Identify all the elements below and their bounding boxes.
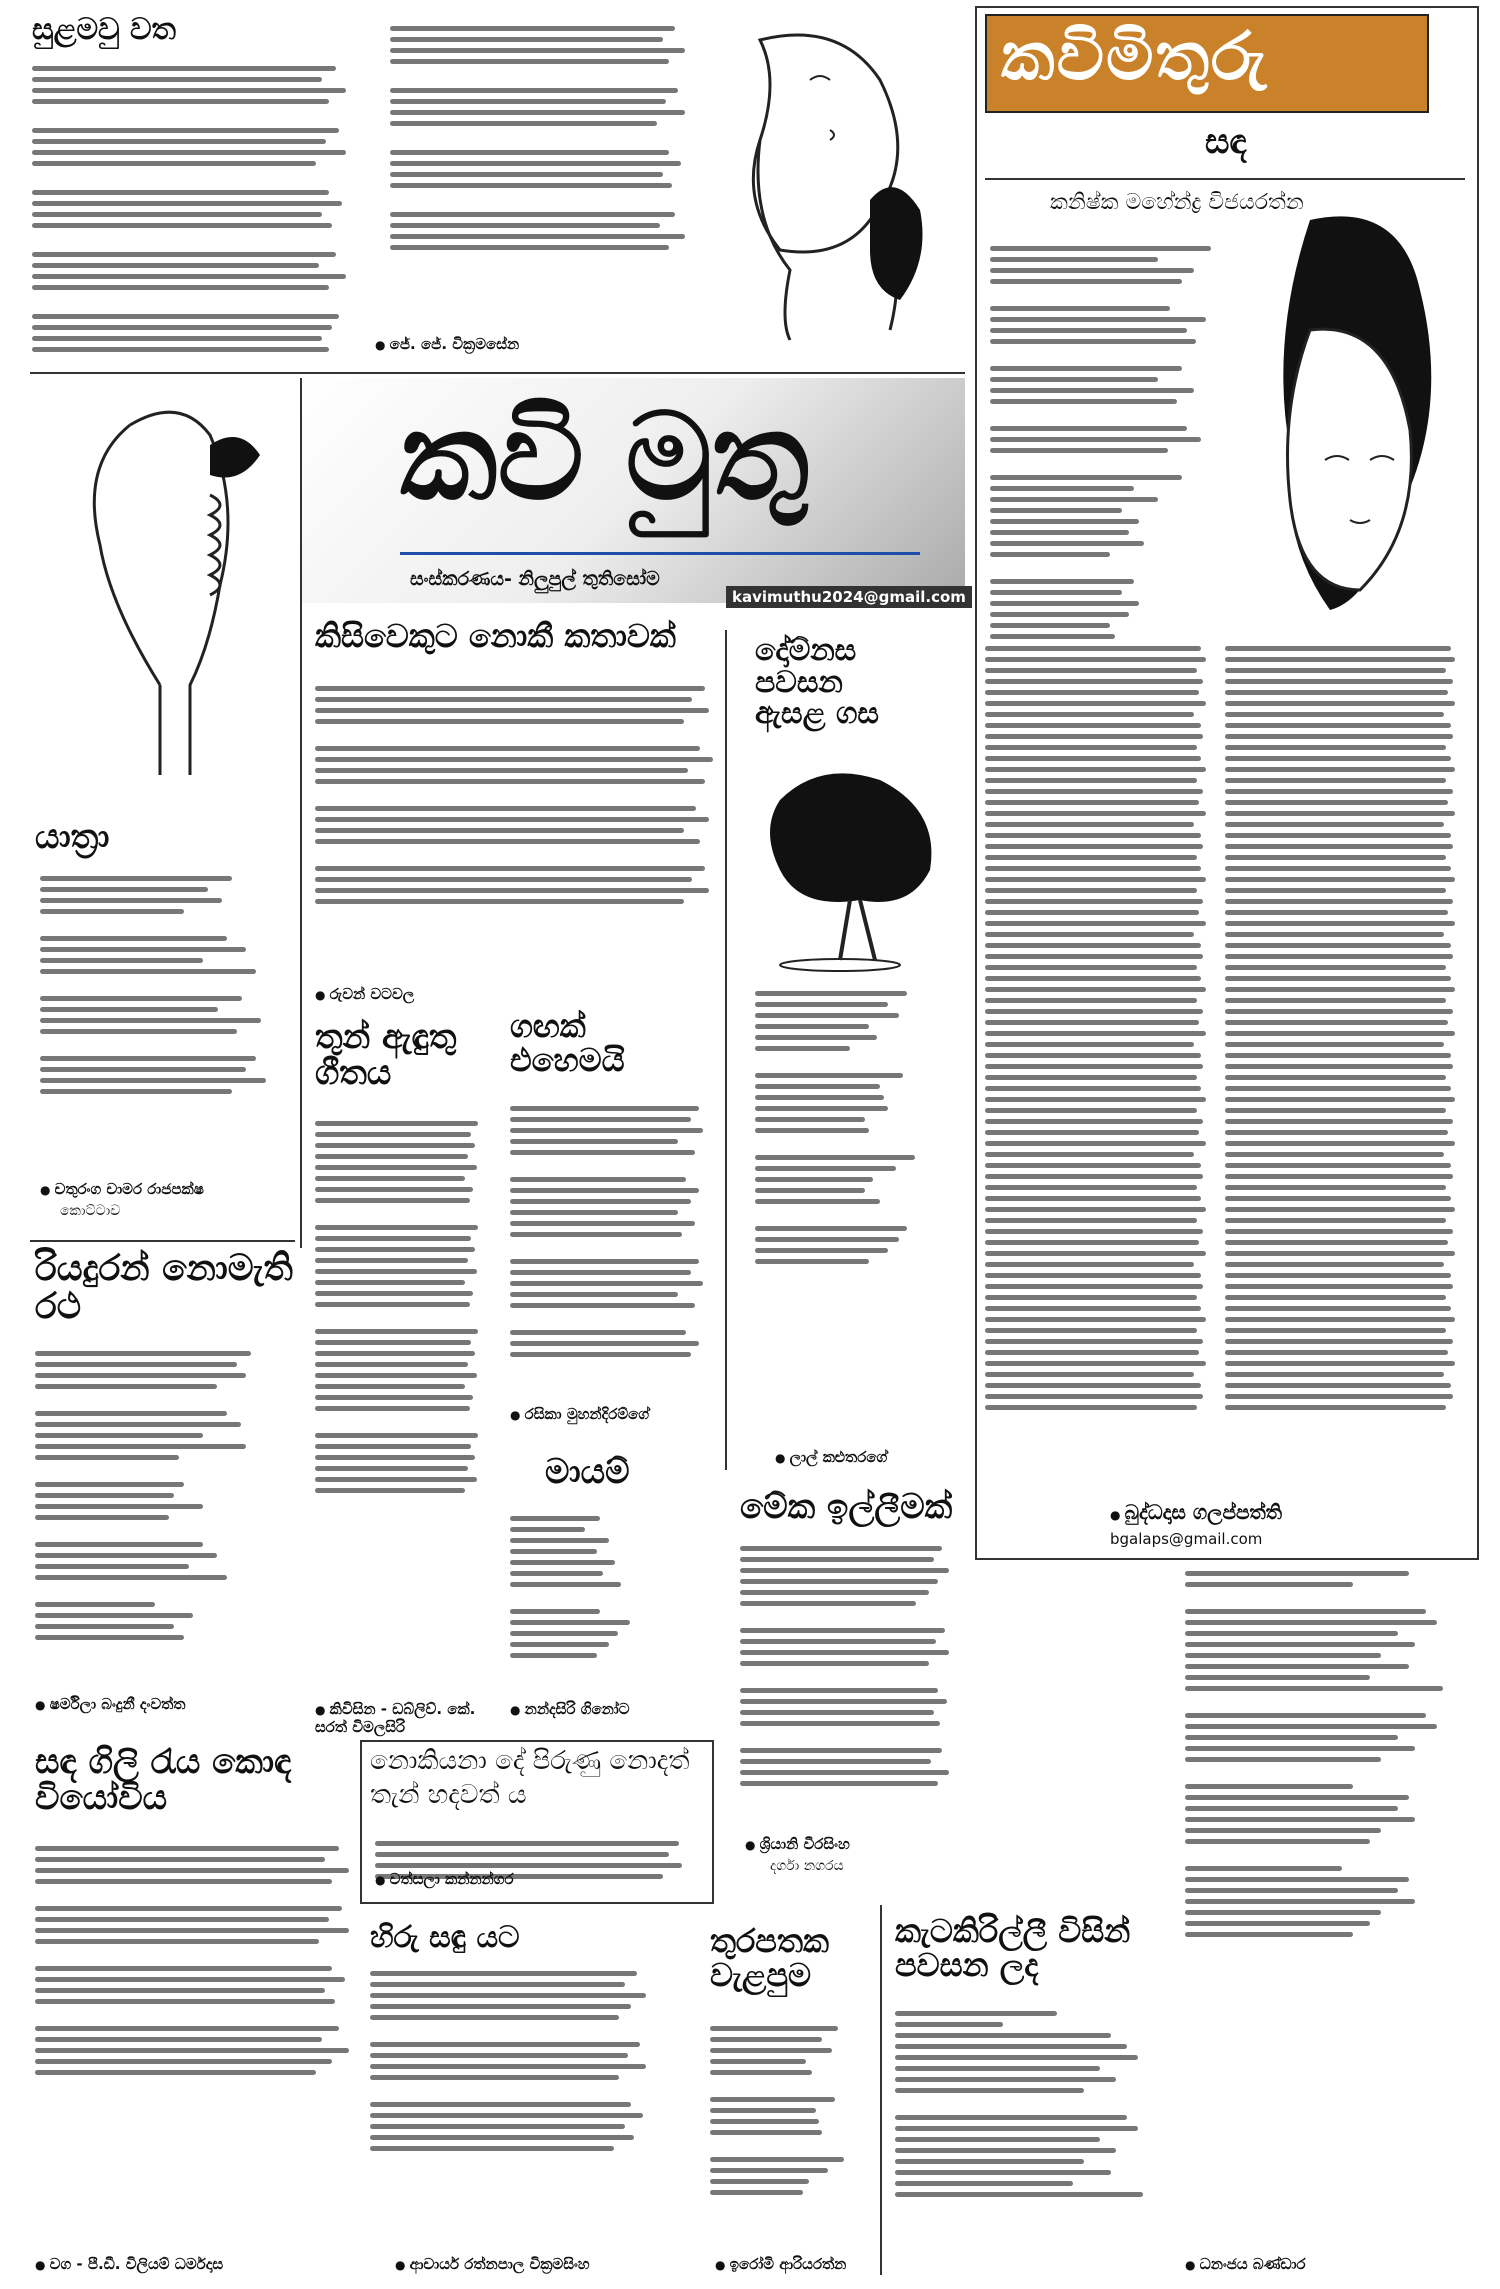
poem-title: දෝම්නස පවසන ඇසළ ගස: [755, 633, 879, 731]
poem-place: කොට්ටාව: [60, 1203, 121, 1219]
feature-title: සඳ: [1205, 122, 1247, 162]
poem-author: ● ෂර්මිලා බංදුනී දංවත්ත: [35, 1695, 185, 1713]
poem-author: ● ලාල් කළුතරගේ: [775, 1448, 887, 1466]
poem-body: [895, 2005, 1165, 2203]
poem-place: දර්ගා නගරය: [770, 1858, 844, 1874]
poem-author: ● ආචාර්ය රත්නපාල වික්‍රමසිංහ: [395, 2255, 590, 2273]
poem-title: සුළමවු වත: [32, 12, 176, 47]
face-illustration: [1250, 210, 1460, 630]
poem-body-2: [1185, 1565, 1465, 1943]
masthead-title: කවි මුතු: [400, 388, 810, 527]
poem-body: [370, 1965, 660, 2157]
feature-author-heading: කනිෂ්ක මහේන්ද්‍ර විජයරත්න: [1050, 190, 1304, 215]
poem-author: ● රසිකා මුහන්දිරම්ගේ: [510, 1405, 649, 1423]
poem-body: [315, 680, 725, 910]
editor-line: සංස්කරණය- නිලුපුල් තුතිසෝම: [410, 568, 660, 590]
poem-author: ● වත්සලා කන්නන්ගර: [375, 1870, 514, 1888]
poem-title: කැටකිරිල්ලී විසින් පවසන ලද: [895, 1912, 1131, 1984]
kavimithura-banner: [985, 14, 1429, 113]
figure-illustration: [40, 385, 300, 795]
poem-author: ● ශ්‍රියානි වීරසිංහ: [745, 1835, 850, 1853]
poem-author: ● නන්දසිරි ගිනෝට: [510, 1700, 660, 1718]
poem-body: [710, 2020, 870, 2201]
poem-body: [510, 1510, 660, 1664]
poem-body: [40, 870, 280, 1100]
feature-prose-2: [1225, 640, 1460, 1416]
poem-body: [510, 1100, 720, 1363]
poem-body: [32, 60, 362, 358]
poem-title: නොකියනා දේ පිරුණු නොදත් තැන් හදවත් ය: [370, 1746, 690, 1810]
poem-body: [740, 1540, 960, 1792]
poem-title: කිසිවෙකුට නොකී කතාවක්: [315, 617, 676, 655]
poem-body: [35, 1840, 365, 2081]
poem-author: ● චතුරංග චාමර රාජපක්ෂ: [40, 1180, 204, 1198]
poem-body: [755, 985, 945, 1270]
poem-title: තුන් ඇඳුතු ගීතය: [315, 1017, 457, 1093]
feature-byline: ● බුද්ධදාස ගලප්පත්ති: [1110, 1500, 1282, 1524]
poem-body: [35, 1345, 275, 1646]
poem-body: [315, 1115, 485, 1499]
feature-prose-1: [985, 640, 1210, 1416]
feature-verse: [990, 240, 1230, 645]
tree-illustration: [740, 760, 950, 970]
poem-body-2: [390, 20, 700, 256]
poem-title: මේක ඉල්ලීමක්: [740, 1487, 953, 1527]
poem-title: හිරු සඳු යට: [370, 1920, 520, 1955]
poem-title: තුරපතක වැළපුම: [710, 1922, 829, 1994]
poem-title: සඳ ගිලි රැය කොඳ වියෝවිය: [35, 1742, 292, 1818]
poem-title: රියදුරන් නොමැති රථ: [35, 1248, 293, 1327]
poem-title: යාත්‍රා: [35, 817, 110, 857]
poem-author: ● වග - පී.ඩී. විලියම් ධර්මදාස: [35, 2255, 223, 2273]
faces-illustration: [720, 20, 950, 360]
poem-author: ● ධනංජය බණ්ඩාර: [1185, 2255, 1306, 2273]
poem-author: ● රුවන් වටවල: [315, 985, 414, 1003]
poem-title: ගඟක් එහෙමයි: [510, 1007, 625, 1079]
kavimithura-title: කවිමිතුරු: [1001, 18, 1269, 95]
poem-author: ● ජේ. ජේ. වික්‍රමසේන: [375, 335, 519, 353]
feature-email: bgalaps@gmail.com: [1110, 1530, 1263, 1548]
poem-author: ● ඉරෝමි ආරියරත්න: [715, 2255, 846, 2273]
poem-title: මායම්: [545, 1452, 630, 1492]
masthead-email: kavimuthu2024@gmail.com: [726, 586, 972, 608]
poem-author: ● කිවිසින - ඩබ්ලිව්. කේ. සරත් විමලසිරි: [315, 1700, 495, 1736]
